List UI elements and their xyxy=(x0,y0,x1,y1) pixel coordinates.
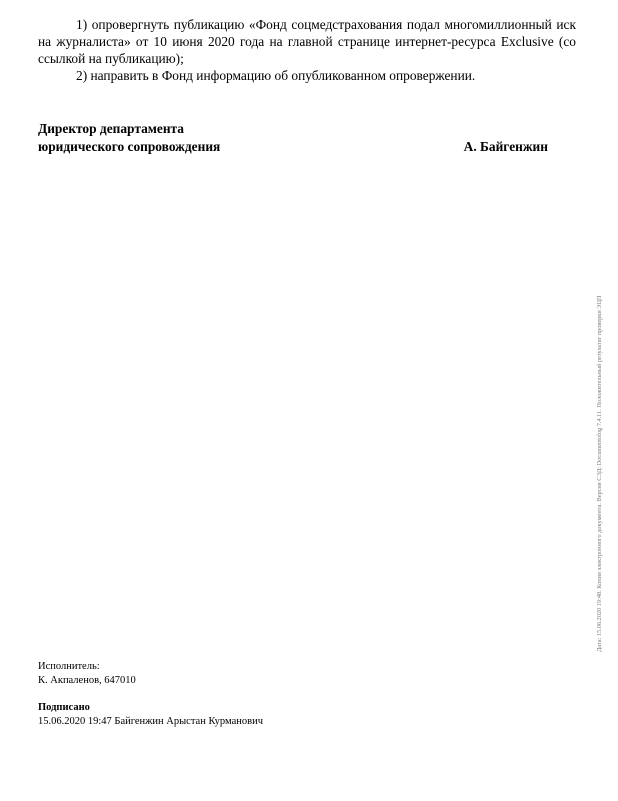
signed-label: Подписано xyxy=(38,702,90,713)
paragraph-1: 1) опровергнуть публикацию «Фонд соцмедстрахования подал многомиллионный иск на журналиста» от 10 июня 2020 года на главной странице интернет-ресурса Exclusive (со ссылкой на публикацию); xyxy=(38,17,576,66)
signatory-title-line1: Директор департамента xyxy=(38,121,184,136)
executor-label: Исполнитель: xyxy=(38,661,100,672)
executor-value: К. Акпаленов, 647010 xyxy=(38,675,136,686)
signatory-line2 xyxy=(38,138,548,156)
signature-block xyxy=(38,120,548,156)
signatory-title-line2: юридического сопровождения xyxy=(38,139,221,154)
signed-value: 15.06.2020 19:47 Байгенжин Арыстан Курманович xyxy=(38,716,263,727)
executor-block xyxy=(38,660,136,688)
document-body xyxy=(38,16,576,84)
signatory-name: А. Байгенжин xyxy=(463,139,548,154)
edms-verification-stamp: Дата: 15.06.2020 19:48. Копия электронного документа. Версия СЭД: Documentolog 7.4.11. Положительный результат проверки ЭЦП xyxy=(596,295,603,652)
signed-block xyxy=(38,701,263,729)
paragraph-2: 2) направить в Фонд информацию об опубликованном опровержении. xyxy=(76,68,476,83)
